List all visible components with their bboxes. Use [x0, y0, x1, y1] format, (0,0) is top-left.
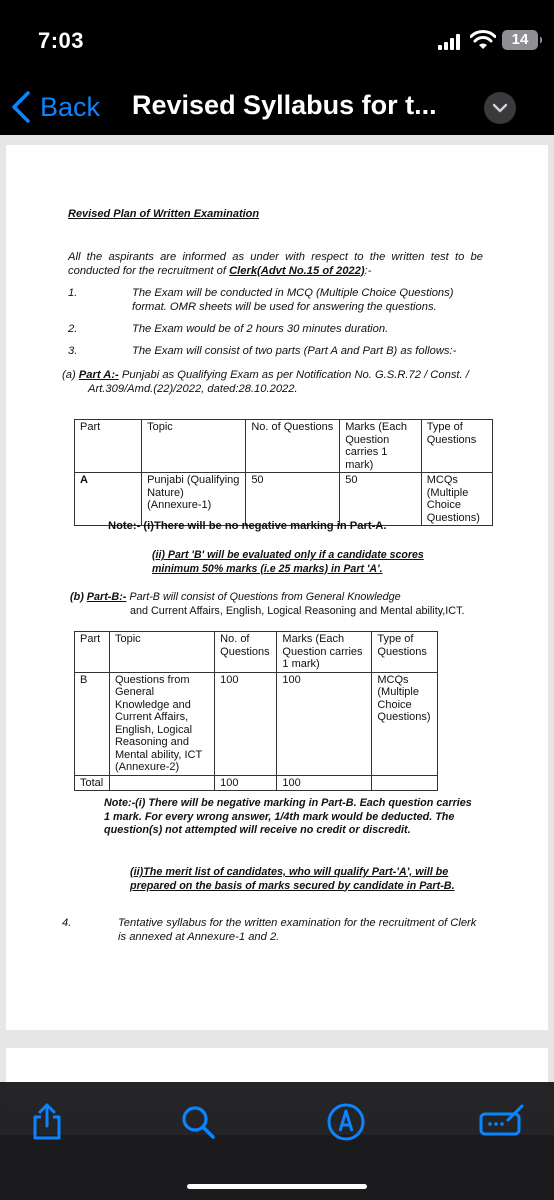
- back-label: Back: [40, 91, 101, 122]
- part-a-table: [74, 419, 493, 526]
- part-a-label: Part A:-: [78, 369, 119, 381]
- form-fill-icon[interactable]: [478, 1102, 526, 1142]
- item-number: 3.: [68, 345, 78, 357]
- title-menu-button[interactable]: [484, 92, 516, 124]
- markup-icon[interactable]: [326, 1102, 366, 1142]
- page-title[interactable]: Revised Syllabus for t...: [132, 90, 437, 120]
- chevron-left-icon: [10, 90, 32, 124]
- item-text: The Exam would be of 2 hours 30 minutes duration.: [132, 323, 389, 335]
- back-button[interactable]: [10, 86, 100, 128]
- wifi-icon: [470, 30, 496, 50]
- item-number: 4.: [62, 917, 72, 929]
- table-header-row: Part Topic No. of Questions Marks (Each Question carries 1 mark) Type of Questions: [75, 632, 438, 673]
- part-b-note-2: (ii)The merit list of candidates, who will qualify Part-'A', will be prepared on the basis of marks secured by candidate in Part-B.: [130, 866, 455, 892]
- table-header-row: Part Topic No. of Questions Marks (Each Question carries 1 mark) Type of Questions: [75, 420, 493, 473]
- part-a-note-2: (ii) Part 'B' will be evaluated only if a candidate scores minimum 50% marks (i.e 25 marks) in Part 'A'.: [152, 549, 424, 575]
- navigation-bar: [0, 80, 554, 135]
- table-row: A Punjabi (Qualifying Nature) (Annexure-1) 50 50 MCQs (Multiple Choice Questions): [75, 473, 493, 526]
- part-b-note-1: Note:-(i) There will be negative marking in Part-B. Each question carries 1 mark. For every wrong answer, 1/4th mark would be deducted. The question(s) not attempted will receive no credit or discredit.: [104, 797, 472, 836]
- chevron-down-icon: [492, 102, 508, 114]
- status-bar: [0, 0, 554, 80]
- document-heading: Revised Plan of Written Examination: [68, 208, 260, 220]
- part-a-note-1: Note:- (i)There will be no negative marking in Part-A.: [108, 520, 387, 532]
- home-indicator: [187, 1184, 367, 1189]
- clock: 7:03: [38, 28, 85, 53]
- document-page: [6, 145, 548, 1030]
- share-icon[interactable]: [27, 1102, 67, 1142]
- item-text: The Exam will consist of two parts (Part A and Part B) as follows:-: [132, 345, 457, 357]
- battery-indicator: 14: [502, 30, 538, 50]
- part-a-description: (a) Part A:- Punjabi as Qualifying Exam as per Notification No. G.S.R.72 / Const. / Art.309/Amd.(22)/2022, dated:28.10.2022.: [62, 369, 469, 395]
- item-number: 1.: [68, 287, 78, 299]
- item-number: 2.: [68, 323, 78, 335]
- intro-paragraph: All the aspirants are informed as under with respect to the written test to be conducted for the recruitment of Clerk(Advt No.15 of 2022):-: [68, 251, 483, 277]
- clerk-advt: Clerk(Advt No.15 of 2022): [229, 264, 365, 277]
- search-icon[interactable]: [178, 1102, 218, 1142]
- item-text: The Exam will be conducted in MCQ (Multiple Choice Questions) format. OMR sheets will be used for answering the questions.: [132, 287, 454, 313]
- part-b-label: Part-B:-: [86, 591, 127, 603]
- cellular-signal-icon: [438, 34, 462, 50]
- table-row: B Questions from General Knowledge and Current Affairs, English, Logical Reasoning and Mental ability, ICT (Annexure-2) 100 100 MCQs (Multiple Choice Questions): [75, 672, 438, 775]
- item-text: Tentative syllabus for the written examination for the recruitment of Clerk is annexed at Annexure-1 and 2.: [118, 917, 477, 943]
- part-b-table: [74, 631, 438, 791]
- bottom-toolbar: [0, 1082, 554, 1200]
- part-b-description: (b) Part-B:- Part-B will consist of Questions from General Knowledge and Current Affairs, English, Logical Reasoning and Mental ability,ICT.: [70, 591, 465, 617]
- table-total-row: Total 100 100: [75, 775, 438, 791]
